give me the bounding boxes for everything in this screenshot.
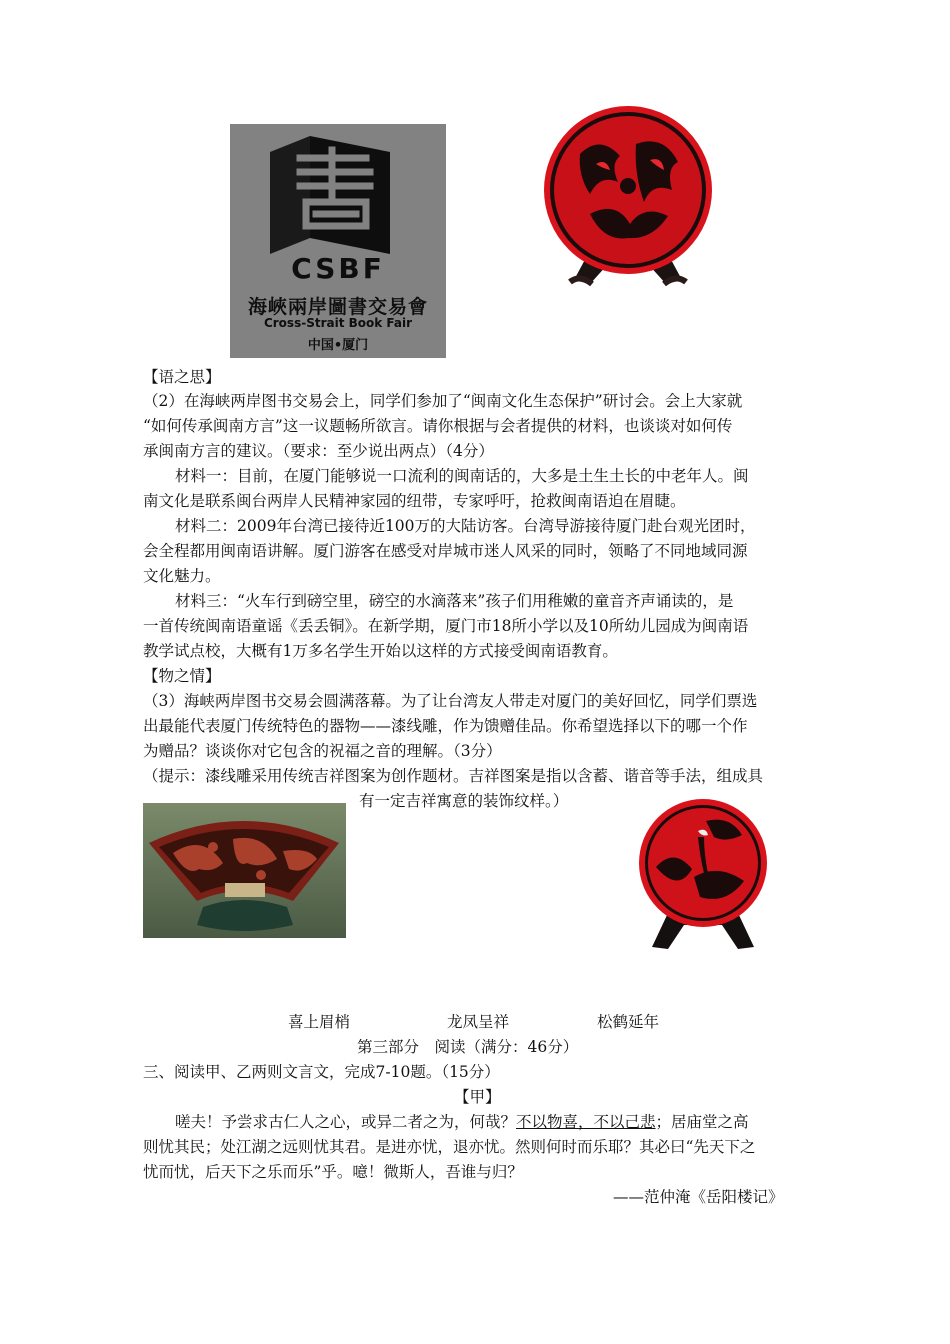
material1-line-1: 材料一：目前，在厦门能够说一口流利的闽南话的，大多是土生土长的中老年人。闽 <box>175 467 749 485</box>
q3-line-1: （3）海峡两岸图书交易会圆满落幕。为了让台湾友人带走对厦门的美好回忆，同学们票选 <box>143 692 758 710</box>
q3-line-2: 出最能代表厦门传统特色的器物——漆线雕，作为馈赠佳品。你希望选择以下的哪一个作 <box>143 717 748 735</box>
logo-name-en: Cross-Strait Book Fair <box>263 316 413 330</box>
logo-abbr: CSBF <box>291 252 385 285</box>
q2-line-2: “如何传承闽南方言”这一议题畅所欲言。请你根据与会者提供的材料，也谈谈对如何传 <box>143 417 733 435</box>
hint-line-2: 有一定吉祥寓意的装饰纹样。） <box>359 792 569 810</box>
hint-line-1: （提示：漆线雕采用传统吉祥图案为创作题材。吉祥图案是指以含蓄、谐音等手法，组成具 <box>143 767 764 785</box>
crane-lacquer-plate-image <box>634 797 772 951</box>
section-heading-wu: 【物之情】 <box>143 667 221 685</box>
material2-line-3: 文化魅力。 <box>143 567 221 585</box>
material3-line-3: 教学试点校，大概有1万多名学生开始以这样的方式接受闽南语教育。 <box>143 642 618 660</box>
material3-line-1: 材料三：“火车行到磅空里，磅空的水滴落来”孩子们用稚嫩的童音齐声诵读的，是 <box>175 592 734 610</box>
jia-line-1-a: 嗟夫！予尝求古仁人之心，或异二者之为，何哉？ <box>175 1113 517 1131</box>
csbf-logo <box>230 124 446 358</box>
material3-line-2: 一首传统闽南语童谣《丢丢铜》。在新学期，厦门市18所小学以及10所幼儿园成为闽南语 <box>143 617 749 635</box>
csbf-book-mark-icon <box>270 136 406 256</box>
jia-line-1 <box>175 1110 749 1135</box>
part3-instruction: 三、阅读甲、乙两则文言文，完成7-10题。（15分） <box>143 1063 500 1081</box>
q2-line-3: 承闽南方言的建议。（要求：至少说出两点）（4分） <box>143 442 494 460</box>
option-longfeng-chengxiang: 龙凤呈祥 <box>447 1013 510 1031</box>
material1-line-2: 南文化是联系闽台两岸人民精神家园的纽带，专家呼吁，抢救闽南语迫在眉睫。 <box>143 492 686 510</box>
option-xishang-meishao: 喜上眉梢 <box>288 1013 351 1031</box>
logo-name-cn: 海峽兩岸圖書交易會 <box>247 296 428 318</box>
logo-location: 中国•厦门 <box>307 338 369 353</box>
jia-source: ——范仲淹《岳阳楼记》 <box>613 1188 784 1206</box>
jia-line-3: 忧而忧，后天下之乐而乐”乎。噫！微斯人，吾谁与归？ <box>143 1163 523 1181</box>
fan-lacquer-carving-image <box>143 803 346 938</box>
jia-underlined-phrase: 不以物喜，不以己悲 <box>516 1113 656 1131</box>
q3-line-3: 为赠品？谈谈你对它包含的祝福之音的理解。（3分） <box>143 742 502 760</box>
part3-title: 第三部分 阅读（满分：46分） <box>357 1038 579 1056</box>
material2-line-1: 材料二：2009年台湾已接待近100万的大陆访客。台湾导游接待厦门赴台观光团时， <box>175 517 756 535</box>
dragon-phoenix-plate-image <box>540 104 716 294</box>
material2-line-2: 会全程都用闽南语讲解。厦门游客在感受对岸城市迷人风采的同时，领略了不同地域同源 <box>143 542 748 560</box>
jia-line-1-b: ；居庙堂之高 <box>655 1113 749 1131</box>
jia-label: 【甲】 <box>454 1088 501 1106</box>
option-songhe-yannian: 松鹤延年 <box>597 1013 660 1031</box>
jia-line-2: 则忧其民；处江湖之远则忧其君。是进亦忧，退亦忧。然则何时而乐耶？其必曰“先天下之 <box>143 1138 756 1156</box>
section-heading-yu: 【语之思】 <box>143 368 221 386</box>
q2-line-1: （2）在海峡两岸图书交易会上，同学们参加了“闽南文化生态保护”研讨会。会上大家就 <box>143 392 743 410</box>
